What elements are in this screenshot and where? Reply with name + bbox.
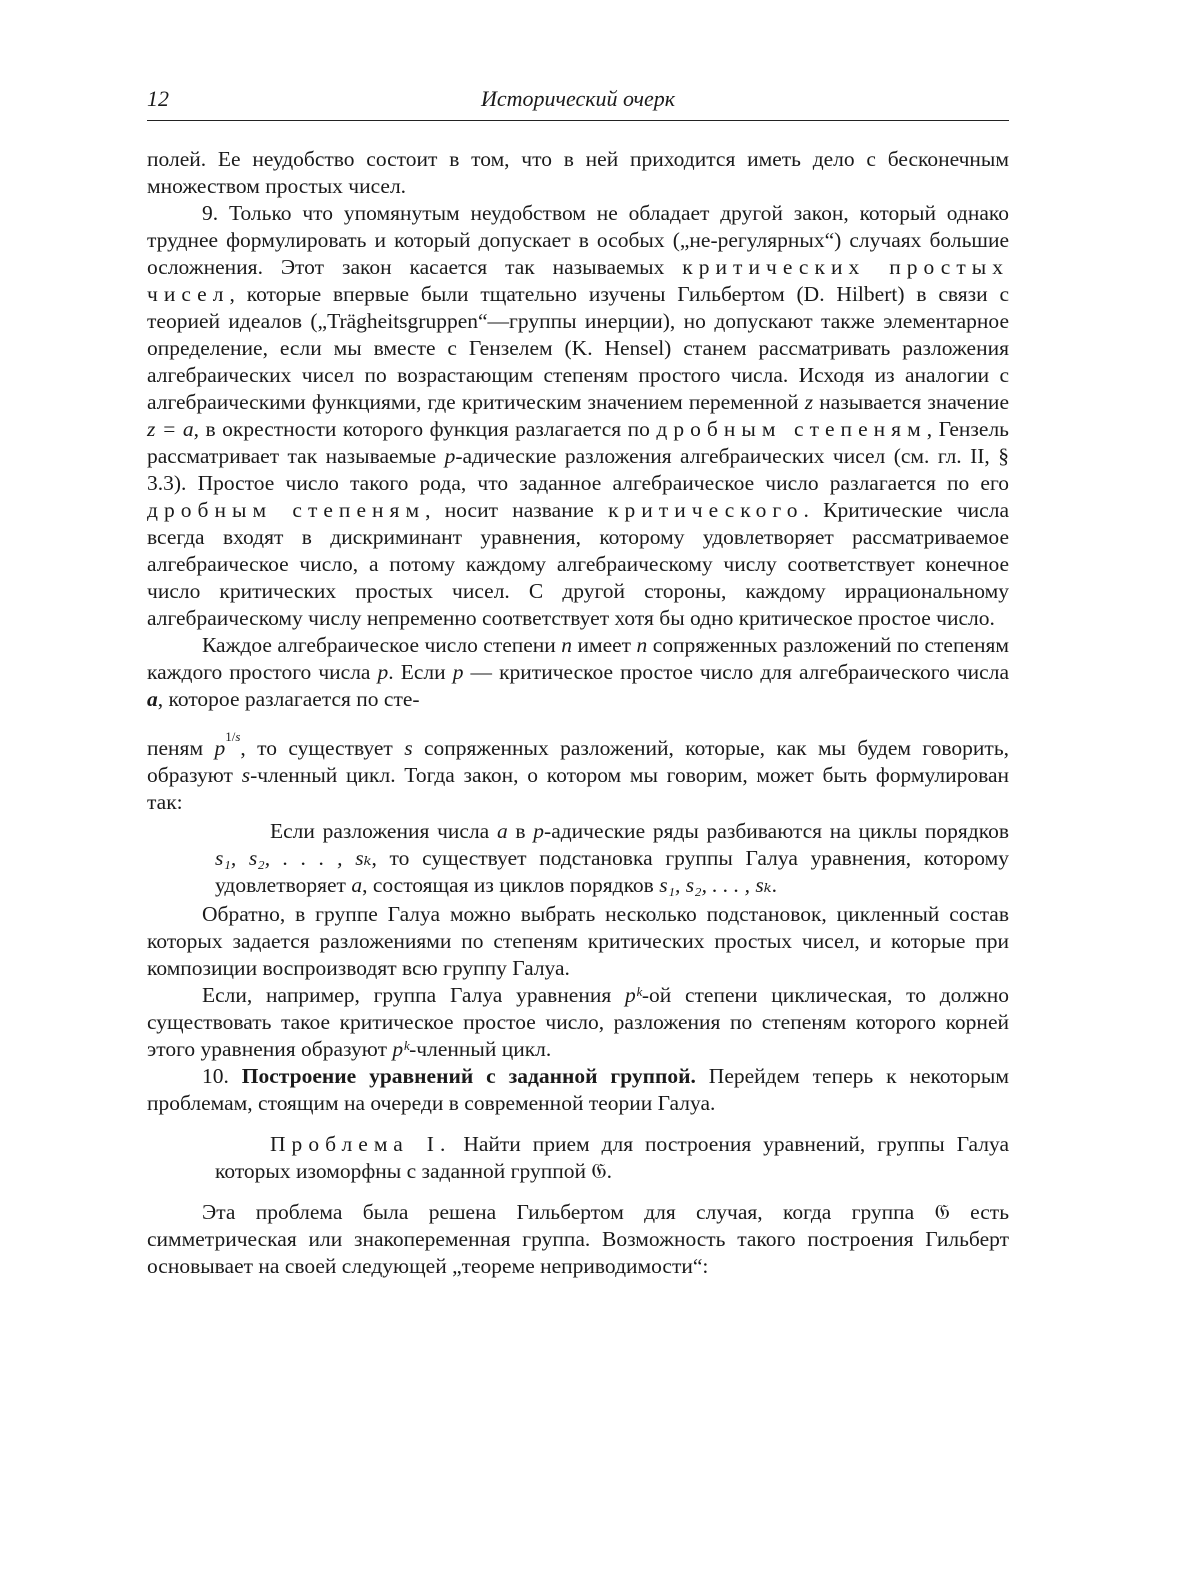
paragraph-continuation: полей. Ее неудобство состоит в том, что в ней приходится иметь дело с бесконечным множеством простых чисел. <box>147 147 1009 198</box>
running-title: Исторический очерк <box>480 86 676 111</box>
page-body <box>147 146 1009 1280</box>
spaced-term: дробным степеням <box>656 417 927 441</box>
exponent-fraction: 1/s <box>225 729 241 744</box>
page-header <box>147 86 1009 121</box>
paragraph-converse: Обратно, в группе Галуа можно выбрать несколько подстановок, цикленный состав которых задается разложениями по степеням критических простых чисел, и которые при композиции воспроизводят всю группу Галуа. <box>147 902 1009 980</box>
spaced-term: критических простых чисел <box>147 255 1010 306</box>
paragraph-10: 10. Построение уравнений с заданной группой. Перейдем теперь к некоторым проблемам, стоящим на очереди в современной теории Галуа. <box>147 1064 1009 1115</box>
theorem-statement: Если разложения числа a в p-адические ряды разбиваются на циклы порядков s₁, s₂, . . . , sₖ, то существует подстановка группы Галуа уравнения, которому удовлетворяет a, состоящая из циклов порядков s₁, s₂, . . . , sₖ. <box>215 819 1009 897</box>
problem-statement: Проблема I. Найти прием для построения уравнений, группы Галуа которых изоморфны с заданной группой 𝔊. <box>215 1132 1009 1183</box>
paragraph-9: 9. Только что упомянутым неудобством не обладает другой закон, который однако труднее формулировать и который допускает в особых („не-регулярных“) случаях большие осложнения. Этот закон касается так называемых критических простых чисел, которые впервые были тщательно изучены Гильбертом (D. Hilbert) в связи с теорией идеалов („Trägheitsgruppen“—группы инерции), но допускают также элементарное определение, если мы вместе с Гензелем (K. Hensel) станем рассматривать разложения алгебраических чисел по возрастающим степеням простого числа. Исходя из аналогии с алгебраическими функциями, где критическим значением переменной z называется значение z = a, в окрестности которого функция разлагается по дробным степеням, Гензель рассматривает так называемые p-адические разложения алгебраических чисел (см. гл. II, § 3.3). Простое число такого рода, что заданное алгебраическое число разлагается по его дробным степеням, носит название критического. Критические числа всегда входят в дискриминант уравнения, которому удовлетворяет рассматриваемое алгебраическое число, а потому каждому алгебраическому числу соответствует конечное число критических простых чисел. С другой стороны, каждому иррациональному алгебраическому числу непременно соответствует хотя бы одно критическое простое число. <box>147 201 1010 630</box>
paragraph-cyclic: Если, например, группа Галуа уравнения pᵏ-ой степени циклическая, то должно существовать такое критическое простое число, разложения по степеням которого корней этого уравнения образуют pᵏ-членный цикл. <box>147 983 1009 1061</box>
section-heading: Построение уравнений с заданной группой. <box>241 1064 696 1088</box>
problem-label: Проблема I. <box>270 1132 452 1156</box>
paragraph-conjugate-cont: пеням $p^{1/s}$, то существует s сопряженных разложений, которые, как мы будем говорить, образуют s-членный цикл. Тогда закон, о котором мы говорим, может быть формулирован так: <box>147 729 1010 814</box>
spaced-term: дробным степеням <box>147 498 426 522</box>
paragraph-hilbert: Эта проблема была решена Гильбертом для случая, когда группа 𝔊 есть симметрическая или знакопеременная группа. Возможность такого построения Гильберт основывает на своей следующей „теореме неприводимости“: <box>147 1200 1010 1278</box>
paragraph-conjugate: Каждое алгебраическое число степени n имеет n сопряженных разложений по степеням каждого простого числа p. Если p — критическое простое число для алгебраического числа a, которое разлагается по сте- <box>147 633 1010 711</box>
page-number: 12 <box>147 86 169 111</box>
spaced-term: критического <box>608 498 804 522</box>
